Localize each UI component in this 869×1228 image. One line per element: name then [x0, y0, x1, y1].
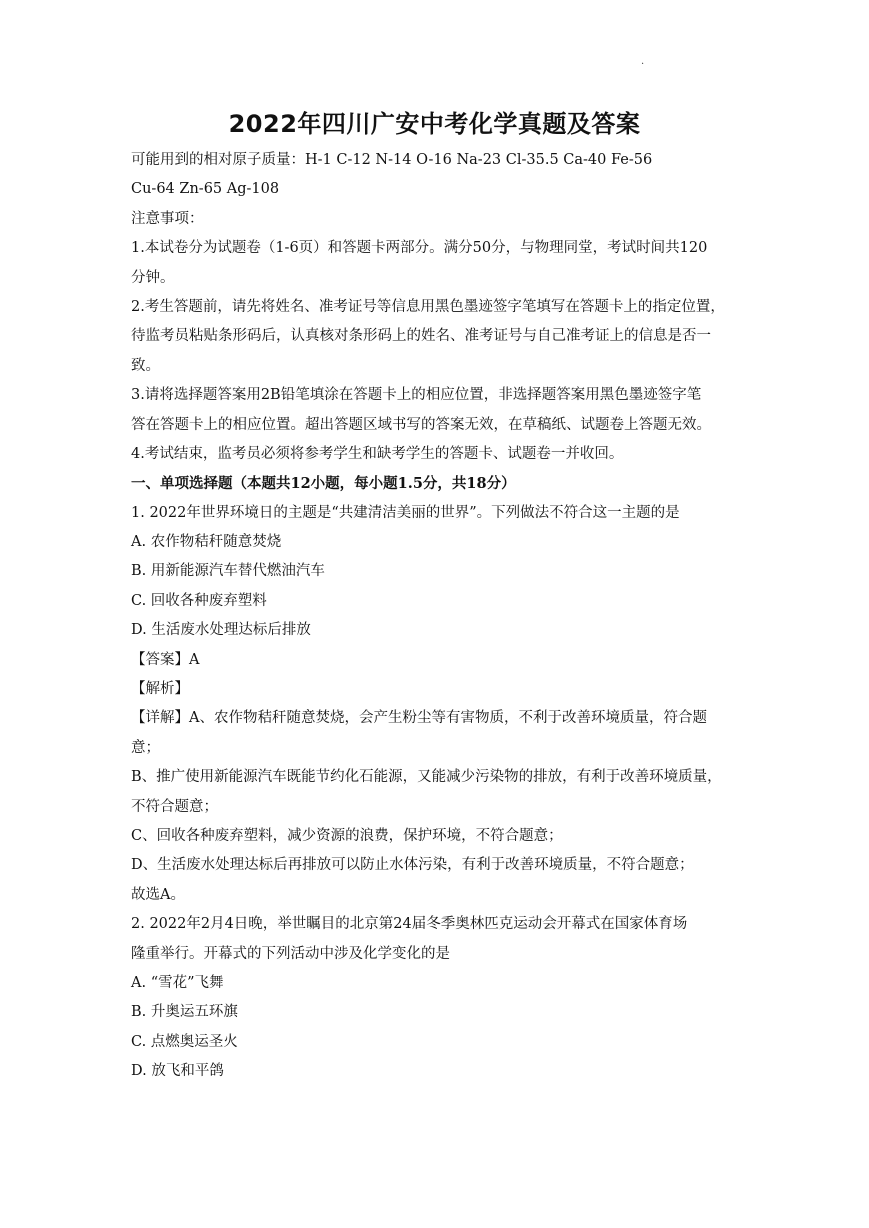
text-line: B. 升奥运五环旗	[131, 1004, 238, 1021]
text-line: 注意事项：	[131, 210, 204, 227]
text-line: 分钟。	[131, 269, 175, 286]
text-line: 不符合题意；	[131, 798, 218, 815]
text-line: D、生活废水处理达标后再排放可以防止水体污染，有利于改善环境质量，不符合题意；	[131, 857, 694, 874]
text-line: 可能用到的相对原子质量：H-1 C-12 N-14 O-16 Na-23 Cl-35.5 Ca-40 Fe-56	[131, 152, 653, 168]
text-line: 故选A。	[131, 886, 185, 903]
text-line: 隆重举行。开幕式的下列活动中涉及化学变化的是	[131, 945, 450, 962]
page-title: 2022年四川广安中考化学真题及答案	[228, 110, 641, 138]
text-line: 待监考员粘贴条形码后，认真核对条形码上的姓名、准考证号与自己准考证上的信息是否一	[131, 328, 711, 345]
section-heading: 一、单项选择题（本题共12小题，每小题1.5分，共18分）	[131, 475, 516, 493]
text-line: 【解析】	[131, 681, 189, 698]
text-line: 4.考试结束，监考员必须将参考学生和缺考学生的答题卡、试题卷一并收回。	[131, 445, 624, 462]
text-line: 答在答题卡上的相应位置。超出答题区域书写的答案无效，在草稿纸、试题卷上答题无效。	[131, 416, 711, 433]
text-line: D. 生活废水处理达标后排放	[131, 622, 311, 639]
text-line: 1.本试卷分为试题卷（1-6页）和答题卡两部分。满分50分，与物理同堂，考试时间共120	[131, 240, 708, 257]
text-line: 致。	[131, 357, 160, 374]
text-line: C、回收各种废弃塑料，减少资源的浪费，保护环境，不符合题意；	[131, 827, 563, 844]
text-line: 【答案】A	[131, 651, 200, 668]
text-line: Cu-64 Zn-65 Ag-108	[131, 181, 280, 198]
text-line: A. “雪花”飞舞	[131, 974, 224, 991]
text-line: 3.请将选择题答案用2B铅笔填涂在答题卡上的相应位置，非选择题答案用黑色墨迹签字笔	[131, 387, 702, 404]
text-line: 意；	[131, 739, 160, 756]
text-line: 【详解】A、农作物秸秆随意焚烧，会产生粉尘等有害物质，不利于改善环境质量，符合题	[131, 710, 707, 727]
text-line: C. 点燃奥运圣火	[131, 1033, 238, 1050]
text-line: C. 回收各种废弃塑料	[131, 592, 267, 609]
text-line: D. 放飞和平鸽	[131, 1063, 224, 1080]
text-line: B、推广使用新能源汽车既能节约化石能源，又能减少污染物的排放，有利于改善环境质量，	[131, 769, 722, 786]
text-line: B. 用新能源汽车替代燃油汽车	[131, 563, 325, 580]
document-body	[131, 146, 741, 1087]
text-line: 2. 2022年2月4日晚，举世瞩目的北京第24届冬季奥林匹克运动会开幕式在国家体育场	[131, 916, 688, 933]
text-line: 1. 2022年世界环境日的主题是“共建清洁美丽的世界”。下列做法不符合这一主题的是	[131, 504, 680, 521]
text-line: A. 农作物秸秆随意焚烧	[131, 534, 282, 551]
text-line: 2.考生答题前，请先将姓名、准考证号等信息用黑色墨迹签字笔填写在答题卡上的指定位置，	[131, 298, 725, 315]
header-mark: .	[641, 56, 645, 67]
